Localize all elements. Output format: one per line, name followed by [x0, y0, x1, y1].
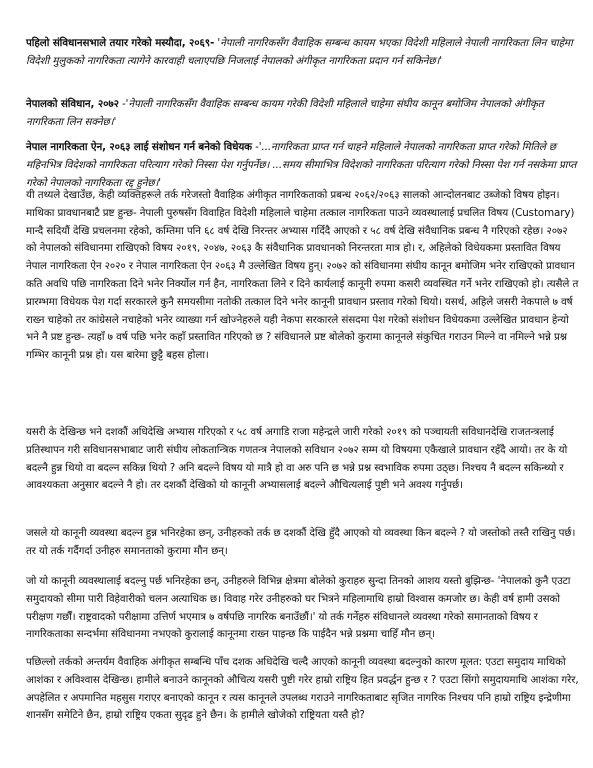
section-quote: 'नेपाली नागरिकसँग वैवाहिक सम्बन्ध कायम भएका विदेशी महिलाले नेपाली नागरिकता लिन चाहेमा विदेशी मुलुकको नागरिकता त्यागेने कारवाही चलाएपछि निजलाई नेपालको अंगीकृत नागरिकता प्रदान गर्न सकिनेछ।' [26, 37, 573, 67]
draft-constitution-2069-section [26, 35, 579, 71]
paragraph-text: पछिल्लो तर्कको अन्तर्यम वैवाहिक अंगीकृत सम्बन्धि पाँच दशक अधिदेखि चल्दै आएको कानूनी व्यवस्था बदल्नुको कारण मूलत: एउटा समुदाय माथिको आशंका र अविश्वास देखिन्छ। हामीले बनाउने कानूनको औचित्य यसरी पुष्टी गरेर हाम्रो राष्ट्रिय हित प्रवर्द्धन हुन्छ र ? एउटा सिंगो समुदायमाथि आशंका गरेर, अपहेलित र अपमानित महसुस गराएर बनाएको कानून र त्यस कानूनले उपलब्ध गराउने नागरिकताबाट सृजित नागरिक निश्चय पनि हाम्रो राष्ट्रिय इन्द्रेणीमा शानसँग समेटिने छैन, हाम्रो राष्ट्रिय एकता सुदृढ हुने छैन। के हामीले खोजेको राष्ट्रियता यस्तै हो? [26, 656, 579, 722]
citizenship-amendment-bill-section [26, 139, 579, 192]
paragraph-text: जो यो कानूनी व्यवस्थालाई बदल्नु पर्छ भनिरहेका छन्, उनीहरुले विभिन्न क्षेत्रमा बोलेको कुराहरु सुन्दा तिनको आशय यस्तो बुझिन्छ- 'नेपालको कुनै एउटा समुदायको सीमा पारी विहेवारीको चलन अत्याधिक छ। विवाह गरेर उनीहरुको घर भित्रने महिलामाथि हाम्रो विश्वास कमजोर छ। केही वर्ष हामी उसको परीक्षण गर्छौं। राष्ट्रवादको परीक्षामा उत्तिर्ण भएमात्र ७ वर्षपछि नागरिक बनाउँछौं।' यो तर्क गर्नेहरु संविधानले व्यवस्था गरेको समानताको विषय र नागरिकताका सन्दर्भमा संविधानमा नभएको कुरालाई कानूनमा राख्न पाइन्छ कि पाईदैन भन्ने प्रश्नमा चाहिँ मौन छन्। [26, 575, 571, 641]
paragraph-text: जसले यो कानूनी व्यवस्था बदल्न हुन्न भनिरहेका छन्, उनीहरुको तर्क छ दशकौं देखि हुँदै आएको यो व्यवस्था किन बदल्ने ? यो जस्तोको तस्तै राखिनु पर्छ। तर यो तर्क गर्दैगर्दा उनीहरु समानताको कुरामा मौन छन्। [26, 527, 576, 557]
section-quote: -'नेपाली नागरिकसँग वैवाहिक सम्बन्ध कायम गरेकी विदेशी महिलाले चाहेमा संघीय कानून बमोजिम नेपालको अंगीकृत नागरिकता लिन सक्नेछ।' [26, 98, 544, 128]
body-paragraph-3 [26, 525, 579, 561]
body-paragraph-4 [26, 573, 579, 644]
body-paragraph-2 [26, 424, 579, 495]
section-quote: -'...नागरिकता प्राप्त गर्न चाहने महिलाले नेपालको नागरिकता प्राप्त गरेको मितिले छ महिनभित्र विदेशको नागरिकता परित्याग गरेको निस्सा पेश गर्नुपर्नेछ। ...समय सीमाभित्र विदेशको नागरिकता परित्याग गरेको निस्सा पेश गर्न नसकेमा प्राप्त गरेको नेपालको नागरिकता रद्द हुनेछ।' [26, 141, 577, 189]
body-paragraph-5 [26, 654, 579, 725]
section-heading: पहिलो संविधानसभाले तयार गरेको मस्यौदा, २०६९- [26, 37, 215, 49]
constitution-2072-section [26, 96, 579, 132]
paragraph-text: यी तथ्यले देखाउँछ, केही व्यक्तिहरूले तर्क गरेजस्तो वैवाहिक अंगीकृत नागरिकताको प्रबन्ध २०६२/२०६३ सालको आन्दोलनबाट उब्जेको विषय होइन। माथिका प्रावधानबाटै प्रष्ट हुन्छ- नेपाली पुरुषसँग विवाहित विदेशी महिलाले चाहेमा तत्काल नागरिकता पाउने व्यवस्थालाई प्रचलित विषय (Customary) मान्दै सदियौं देखि प्रचलनमा रहेको, कम्तिमा पनि ६८ वर्ष देखि निरन्तर अभ्यास गर्दिदै आएको र ५८ वर्ष देखि संवैधानिक प्रबन्ध नै गरिएको रहेछ। २०७२ को नेपालको संविधानमा राखिएको विषय २०१९, २०४७, २०६३ कै संवैधानिक प्रावधानको निरन्तरता मात्र हो। र, अहिलेको विधेयकमा प्रस्तावित विषय नेपाल नागरिकता ऐन २०२० र नेपाल नागरिकता ऐन २०६३ मै उल्लेखित विषय हुन्। २०७२ को संविधानमा संघीय कानून बमोजिम भनेर राखिएको प्रावधान कति अवधि पछि नागरिकता दिने भनेर निर्क्योल गर्न हैन, नागरिकता लिने र दिने कार्यलाई कानूनी रुपमा कसरी व्यवस्थित गर्ने भनेर राखिएको हो। त्यसैले त प्रारम्भमा विधेयक पेश गर्दा सरकारले कुनै समयसीमा नतोकी तत्काल दिने भनेर कानूनी प्रावधान प्रस्ताव गरेको थियो। यसर्थ, अहिले जसरी नेकपाले ७ वर्ष राख्न चाहेको तर कांग्रेसले नचाहेको भनेर व्याख्या गर्न खोज्नेहरुले यही नेकपा सरकारले संसदमा पेश गरेको संशोधन विधेयकमा उल्लेखित प्रावधान हेन्यो भने नै प्रष्ट हुन्छ- त्यहाँ ७ वर्ष पछि भनेर कहाँ प्रस्तावित गरिएको छ ? संविधानले प्रष्ट बोलेको कुरामा कानूनले संकुचित गराउन मिल्ने वा नमिल्ने भन्ने प्रश्न गम्भिर कानूनी प्रश्न हो। यस बारेमा छुट्टै बहस होला। [26, 189, 579, 362]
body-paragraph-1 [26, 187, 579, 365]
paragraph-text: यसरी के देखिन्छ भने दशकौं अधिदेखि अभ्यास गरिएको र ५८ वर्ष अगाडि राजा महेन्द्रले जारी गरेको २०१९ को पञ्चायती सविधानदेखि राजतन्त्रलाई प्रतिस्थापन गरी सविधानसभाबाट जारी संघीय लोकतान्त्रिक गणतन्त्र नेपालको सविधान २०७२ सम्म यो विषयमा एकैखाले प्रावधान रहँदै आयो। तर के यो बदल्नै हुन्न थियो वा बदल्न सकिन्न थियो ? अनि बदल्ने विषय यो मात्रै हो वा अरु पनि छ भन्ने प्रश्न स्वभाविक रुपमा उठ्छ। निश्चय नै बदल्न सकिन्थ्यो र आवश्यकता अनुसार बदल्ने नै हो। तर दशकौं देखिको यो कानूनी अभ्यासलाई बदल्ने औचित्यलाई पुष्टी भने अवश्य गर्नुपर्छ। [26, 426, 568, 492]
section-heading: नेपालको संविधान, २०७२ [26, 98, 119, 110]
section-heading: नेपाल नागरिकता ऐन, २०६३ लाई संशोधन गर्न बनेको विधेयक [26, 141, 252, 153]
